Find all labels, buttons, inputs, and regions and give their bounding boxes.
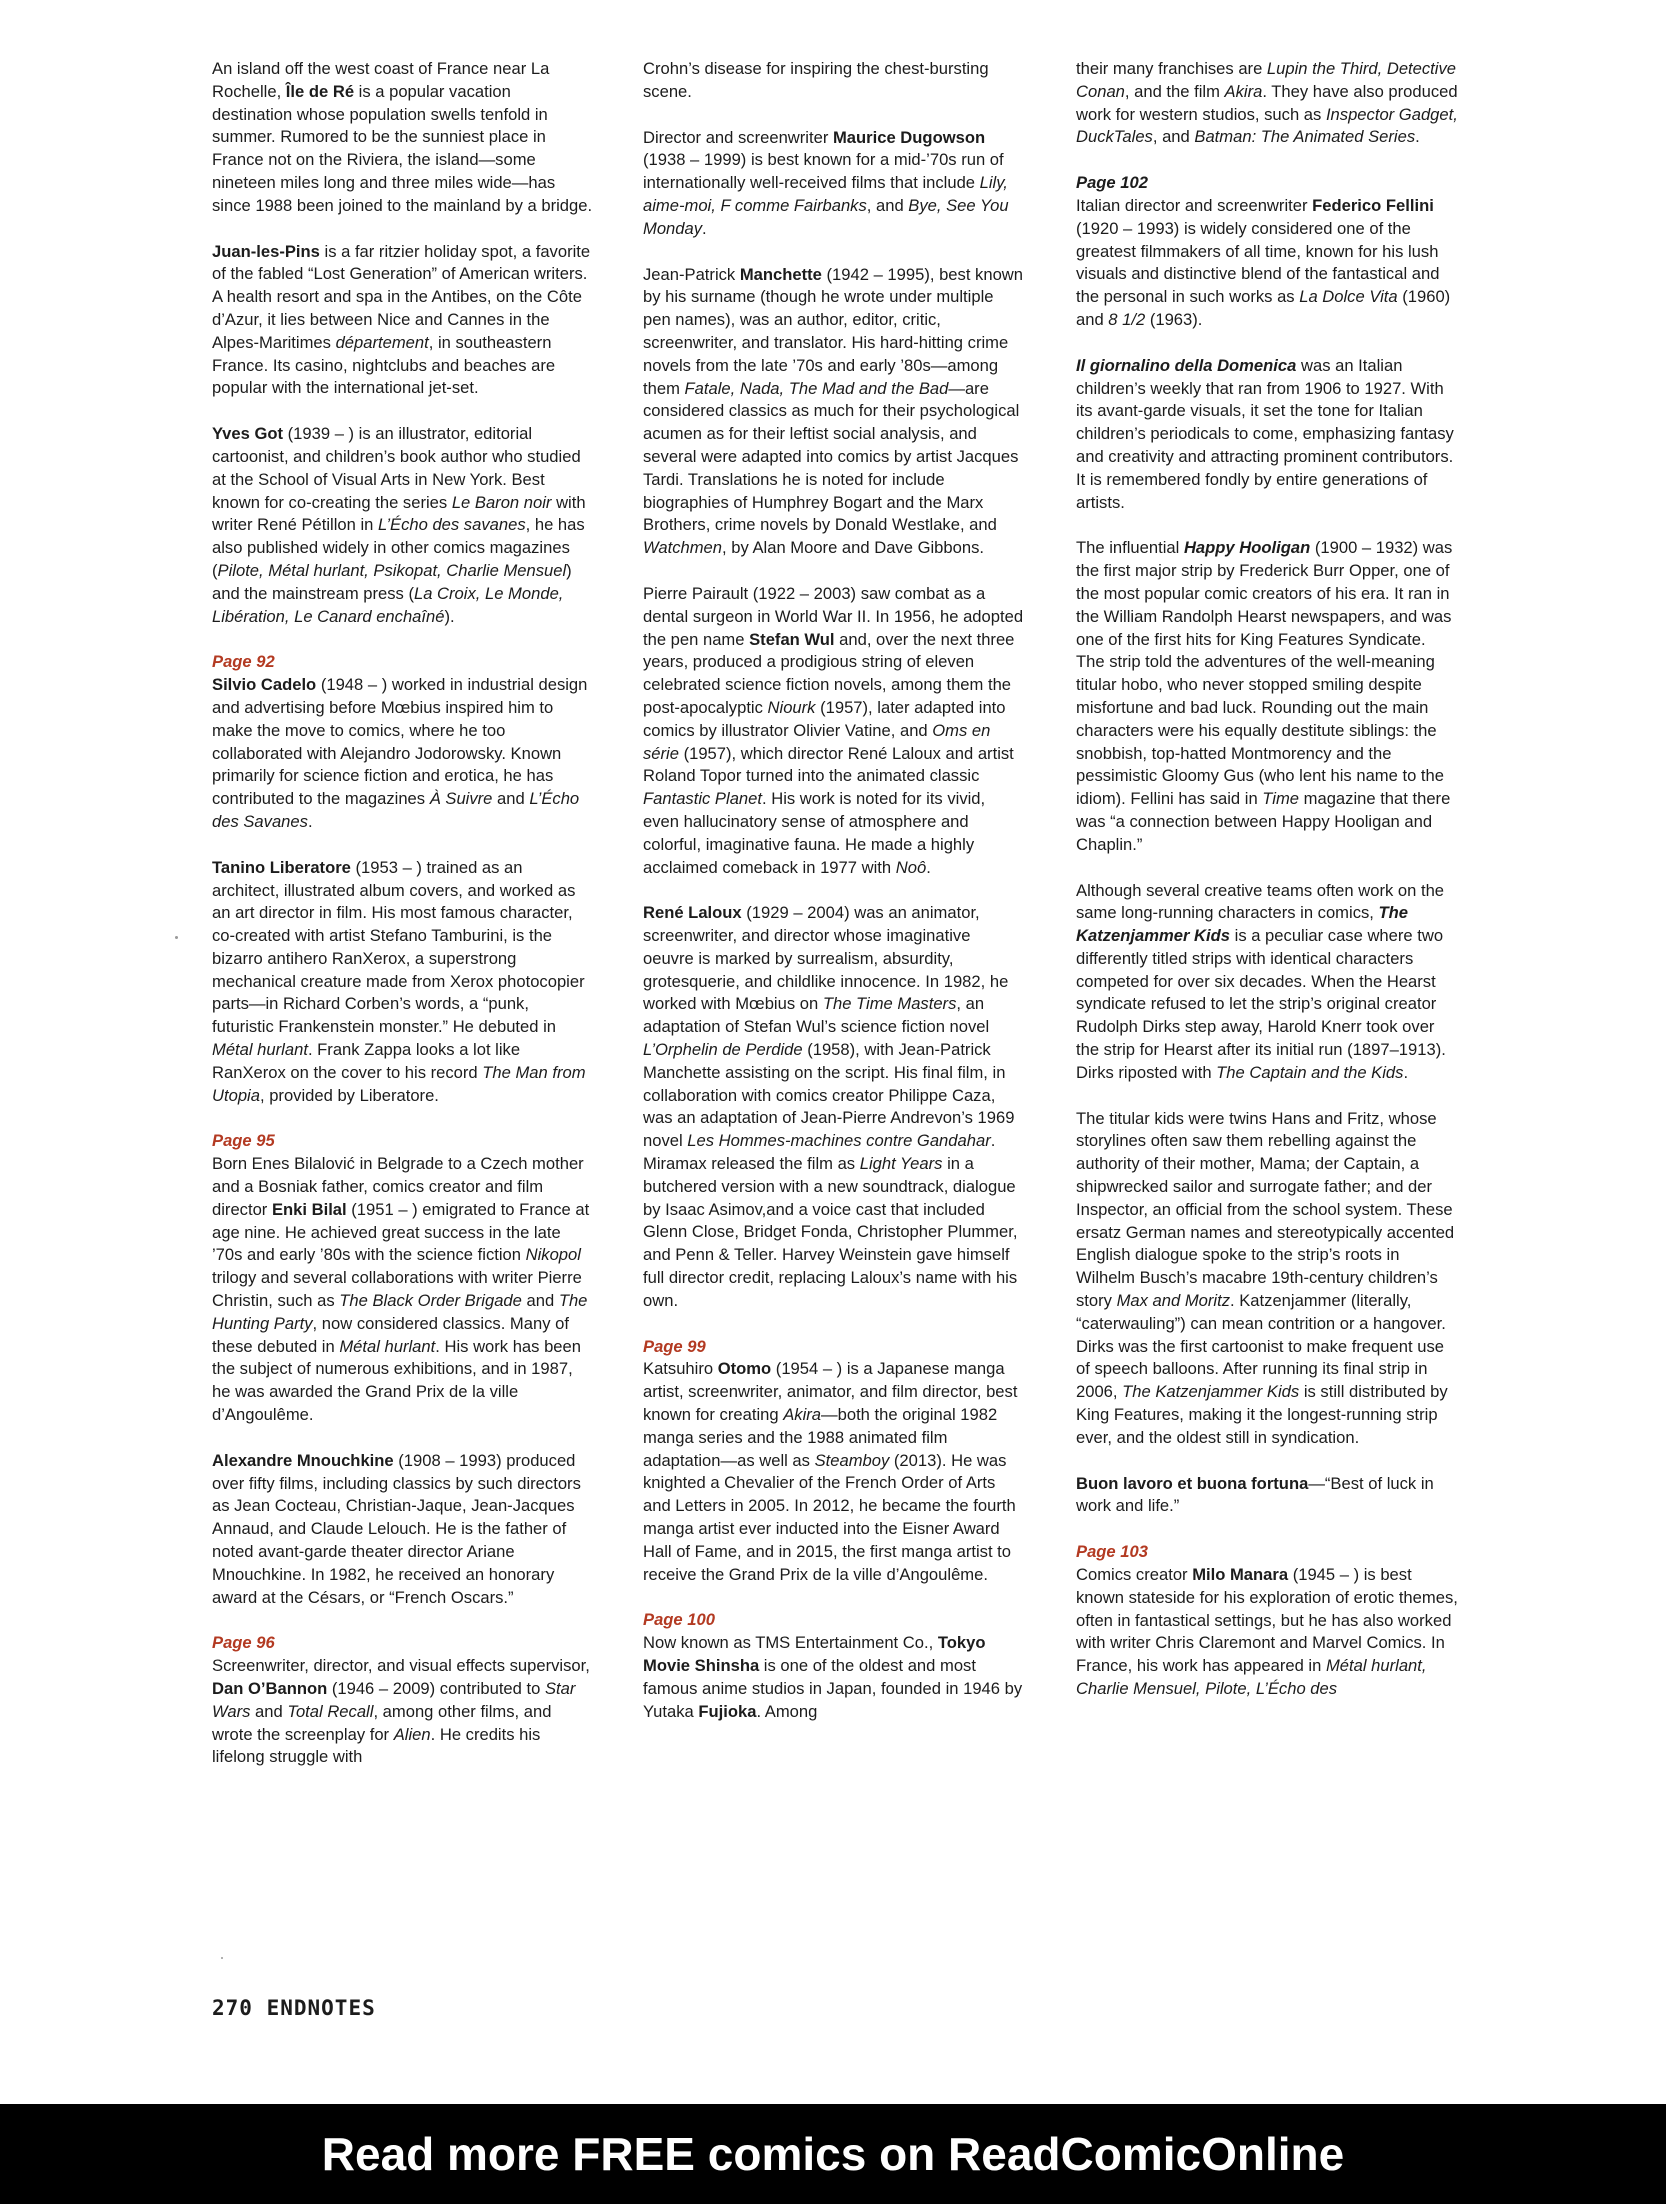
text-run: (1938 – 1999) is best known for a mid-’70s run of internationally well-received films that include [643, 150, 1004, 193]
text-run: Now known as TMS Entertainment Co., [643, 1633, 938, 1653]
text-run: Katsuhiro [643, 1359, 718, 1379]
text-run: (1957), which director René Laloux and artist Roland Topor turned into the animated classic [643, 743, 1014, 786]
text-run: their many franchises are [1076, 59, 1267, 78]
text-run: trilogy and several collaborations with writer Pierre Christin, such as [212, 1268, 582, 1311]
italic-title: Watchmen [643, 538, 723, 558]
page-reference-heading: Page 103 [1076, 1542, 1148, 1562]
text-run: . Katzenjammer (literally, “caterwauling”) can mean contrition or a hangover. Dirks was the first cartoonist to make frequent use of speech balloons. After running its final strip in 2006, [1076, 1291, 1446, 1402]
text-run: (1953 – ) trained as an architect, illustrated album covers, and worked as an art director in film. His most famous character, co-created with artist Stefano Tamburini, is the bizarro antihero RanXerox, a superstrong mechanical creature made from Xerox photocopier parts—in Richard Corben’s words, a “punk, futuristic Frankenstein monster.” He debuted in [212, 857, 585, 1037]
endnote-paragraph [212, 241, 594, 401]
text-run: —are considered classics as much for their psychological acumen as for their leftist social analysis, and several were adapted into comics by artist Jacques Tardi. Translations he is noted for include biographies of Humphrey Bogart and the Marx Brothers, crime novels by Donald Westlake, and [643, 378, 1020, 535]
text-run: (1908 – 1993) produced over fifty films, including classics by such directors as Jean Cocteau, Christian-Jaque, Jean-Jacques Annaud, and Claude Lelouch. He is the father of noted avant-garde theater director Ariane Mnouchkine. In 1982, he received an honorary award at the Césars, or “French Oscars.” [212, 1450, 581, 1607]
italic-title: Le Baron noir [451, 492, 552, 512]
italic-title: Fantastic Planet [643, 789, 762, 809]
text-run: , and [1152, 127, 1195, 147]
bold-term: Manchette [739, 264, 822, 284]
text-run: . [307, 811, 313, 831]
text-run: (1945 – ) is best known stateside for his exploration of erotic themes, often in fantastical settings, but he has also worked with writer Chris Claremont and Marvel Comics. In France, his work has appeared in [1076, 1565, 1458, 1676]
italic-title: The Man from Utopia [212, 1062, 586, 1105]
italic-title: Inspector Gadget, DuckTales [1076, 104, 1458, 147]
italic-title: Métal hurlant [339, 1336, 436, 1356]
endnote-paragraph [212, 1655, 594, 1769]
bold-term: Île de Ré [285, 81, 355, 101]
bold-term: Tokyo Movie Shinsha [643, 1633, 986, 1675]
italic-title: Lily, aime-moi, F comme Fairbanks [643, 173, 1008, 215]
endnote-paragraph [212, 1153, 594, 1427]
endnote-paragraph [1076, 537, 1458, 856]
text-run: (1948 – ) worked in industrial design and advertising before Mœbius inspired him to make the move to comics, where he too collaborated with Alejandro Jodorowsky. Known primarily for science fiction and erotica, he has contributed to the magazines [212, 675, 588, 809]
text-run: , provided by Liberatore. [259, 1085, 439, 1105]
italic-title: The Black Order Brigade [339, 1291, 522, 1311]
column-3 [1076, 58, 1458, 1724]
italic-title: The Hunting Party [212, 1291, 588, 1333]
italic-title: Light Years [859, 1154, 943, 1174]
endnote-paragraph [212, 423, 594, 628]
text-run: (1939 – ) is an illustrator, editorial cartoonist, and children’s book author who studied at the School of Visual Arts in New York. Best known for co-creating the series [212, 424, 581, 512]
page-reference-heading: Page 92 [212, 652, 275, 672]
text-run: (1942 – 1995), best known by his surname (though he wrote under multiple pen names), was an author, editor, critic, screenwriter, and translator. His hard-hitting crime novels from the late ’70s and early ’80s—among them [643, 264, 1024, 398]
text-run: , and the film [1124, 81, 1225, 101]
text-run: is a peculiar case where two differently titled strips with identical characters competed for over six decades. When the Hearst syndicate refused to let the strip’s original creator Rudolph Dirks step away, Harold Knerr took over the strip for Hearst after its initial run (1897–1913). Dirks riposted with [1076, 926, 1446, 1082]
text-run: . Frank Zappa looks a lot like RanXerox on the cover to his record [212, 1040, 521, 1082]
bold-term: Federico Fellini [1312, 195, 1434, 215]
text-run: and [250, 1701, 288, 1721]
promo-banner[interactable] [0, 2104, 1666, 2204]
endnote-paragraph [212, 674, 594, 834]
text-run: and [492, 789, 530, 809]
text-run: (1946 – 2009) contributed to [327, 1679, 545, 1698]
bold-term: Enki Bilal [271, 1199, 347, 1219]
bold-italic-title: Il giornalino della Domenica [1076, 355, 1297, 375]
italic-title: Les Hommes-machines contre Gandahar [687, 1131, 991, 1151]
bold-term: Stefan Wul [749, 629, 835, 649]
text-run: is a far ritzier holiday spot, a favorite of the fabled “Lost Generation” of American writers. A health resort and spa in the Antibes, on the Côte d’Azur, it lies between Nice and Cannes in the Alpes-Maritimes [212, 241, 591, 352]
italic-title: La Croix, Le Monde, Libération, Le Canard enchaîné [212, 583, 564, 626]
italic-title: Akira [783, 1405, 822, 1425]
text-run: (1920 – 1993) is widely considered one of the greatest filmmakers of all time, known for his lush visuals and distinctive blend of the fantastical and the personal in such works as [1076, 218, 1440, 307]
text-run: , an adaptation of Stefan Wul’s science fiction novel [643, 994, 990, 1037]
text-run: An island off the west coast of France near La Rochelle, [212, 59, 550, 101]
endnote-paragraph [1076, 355, 1458, 515]
text-run: Although several creative teams often work on the same long-running characters in comics, [1076, 880, 1445, 923]
endnote-paragraph [643, 58, 1025, 104]
text-run: Pierre Pairault (1922 – 2003) saw combat as a dental surgeon in World War II. In 1956, he adopted the pen name [643, 583, 1024, 649]
bold-term: Alexandre Mnouchkine [212, 1450, 394, 1470]
column-1 [212, 58, 594, 1792]
scan-speck [175, 936, 178, 939]
italic-title: Max and Moritz [1116, 1291, 1231, 1311]
italic-title: Akira [1224, 81, 1263, 101]
page-number: 270 [212, 1996, 253, 2020]
page-footer [212, 1996, 376, 2020]
text-run: Born Enes Bilalović in Belgrade to a Czech mother and a Bosniak father, comics creator and film director [212, 1154, 584, 1219]
text-run: . Miramax released the film as [643, 1131, 996, 1174]
endnote-paragraph [643, 1632, 1025, 1723]
text-run: is one of the oldest and most famous anime studios in Japan, founded in 1946 by Yutaka [643, 1656, 1023, 1721]
text-run: , among other films, and wrote the screenplay for [212, 1701, 552, 1744]
text-run: , and [866, 195, 909, 215]
text-run: , by Alan Moore and Dave Gibbons. [722, 538, 984, 558]
italic-title: À Suivre [429, 789, 493, 809]
text-run: The titular kids were twins Hans and Fritz, whose storylines often saw them rebelling against the authority of their mother, Mama; der Captain, a shipwrecked sailor and surrogate father; and der Inspector, an official from the school system. These ersatz German names and stereotypically accented English dialogue spoke to the strip’s roots in Wilhelm Busch’s macabre 19th-century children’s story [1076, 1108, 1455, 1311]
text-run: . His work is noted for its vivid, even hallucinatory sense of atmosphere and colorful, imaginative fauna. He made a highly acclaimed comeback in 1977 with [643, 789, 986, 877]
text-run: Screenwriter, director, and visual effects supervisor, [212, 1656, 590, 1676]
italic-title: The Captain and the Kids [1216, 1062, 1404, 1082]
text-run: (1951 – ) emigrated to France at age nine. He achieved great success in the late ’70s and early ’80s with the science fiction [212, 1199, 590, 1265]
italic-title: Oms en série [643, 720, 991, 763]
text-run: and [521, 1291, 559, 1311]
promo-banner-text[interactable]: Read more FREE comics on ReadComicOnline [321, 2128, 1345, 2180]
text-run: (1960) and [1076, 287, 1451, 329]
text-run: ) and the mainstream press ( [212, 560, 572, 603]
italic-title: La Dolce Vita [1299, 287, 1398, 307]
bold-italic-title: The Katzenjammer Kids [1076, 903, 1409, 946]
bold-term: Milo Manara [1192, 1565, 1289, 1585]
text-run: —“Best of luck in work and life.” [1076, 1473, 1434, 1516]
bold-term: René Laloux [643, 903, 742, 923]
text-run: ). [444, 606, 455, 626]
bold-term: Maurice Dugowson [832, 127, 986, 147]
text-run: , he has also published widely in other comics magazines ( [212, 515, 585, 580]
text-run: . [926, 857, 931, 877]
italic-title: Pilote, Métal hurlant, Psikopat, Charlie Mensuel [217, 560, 567, 580]
text-run: magazine that there was “a connection between Happy Hooligan and Chaplin.” [1076, 789, 1451, 854]
text-run: (1957), later adapted into comics by illustrator Olivier Vatine, and [643, 697, 1006, 740]
bold-term: Yves Got [212, 424, 284, 444]
italic-title: Time [1262, 789, 1300, 809]
endnote-paragraph [1076, 58, 1458, 149]
text-run: in a butchered version with a new soundtrack, dialogue by Isaac Asimov,and a voice cast that included Glenn Close, Bridget Fonda, Christopher Plummer, and Penn & Teller. Harvey Weinstein gave himself full director credit, replacing Laloux’s name with his own. [643, 1154, 1018, 1310]
bold-term: Fujioka [698, 1701, 757, 1721]
italic-title: L’Écho des savanes [378, 515, 526, 535]
text-run: , in southeastern France. Its casino, nightclubs and beaches are popular with the international jet-set. [212, 332, 556, 398]
endnote-paragraph [212, 1450, 594, 1610]
italic-title: Noô [895, 857, 927, 877]
italic-title: 8 1/2 [1108, 309, 1146, 329]
bold-term: Dan O’Bannon [212, 1679, 328, 1698]
italic-title: Total Recall [287, 1701, 374, 1721]
text-run: (1900 – 1932) was the first major strip by Frederick Burr Opper, one of the most popular comic creators of his era. It ran in the William Randolph Hearst newspapers, and was one of the first hits for King Features Syndicate. The strip told the adventures of the well-meaning titular hobo, who never stopped smiling despite misfortune and bad luck. Rounding out the main characters were his equally destitute siblings: the snobbish, top-hatted Montmorency and the pessimistic Gloomy Gus (who lent his name to the idiom). Fellini has said in [1076, 538, 1453, 809]
italic-title: Fatale, Nada, The Mad and the Bad [684, 378, 949, 398]
italic-title: Niourk [767, 697, 816, 717]
text-run: . He credits his lifelong struggle with [212, 1724, 541, 1767]
text-run: Jean-Patrick [643, 264, 740, 284]
text-run: and, over the next three years, produced a prodigious string of eleven celebrated science fiction novels, among them the post-apocalyptic [643, 629, 1015, 717]
text-run: . [1415, 127, 1420, 147]
text-run: . His work has been the subject of numerous exhibitions, and in 1987, he was awarded the Grand Prix de la ville d’Angoulême. [212, 1336, 581, 1425]
page-reference-heading: Page 100 [643, 1610, 715, 1630]
italic-title: Lupin the Third, Detective Conan [1076, 59, 1457, 101]
endnote-paragraph [1076, 1564, 1458, 1701]
page-reference-heading: Page 99 [643, 1336, 706, 1356]
page-reference-heading: Page 102 [1076, 173, 1148, 193]
endnote-paragraph [643, 127, 1025, 241]
endnote-paragraph [643, 264, 1025, 560]
text-run: Crohn’s disease for inspiring the chest-bursting scene. [643, 59, 989, 101]
text-run: . Among [756, 1701, 818, 1721]
bold-italic-title: Happy Hooligan [1183, 538, 1311, 558]
text-run: is a popular vacation destination whose population swells tenfold in summer. Rumored to be the sunniest place in France not on the Riviera, the island—some nineteen miles long and three miles wide—has since 1988 been joined to the mainland by a bridge. [212, 81, 593, 215]
text-run: with writer René Pétillon in [212, 492, 586, 535]
italic-title: Bye, See You Monday [643, 195, 1009, 238]
text-run: (1958), with Jean-Patrick Manchette assisting on the script. His final film, in collaboration with comics creator Philippe Caza, was an adaptation of Jean-Pierre Andrevon’s 1969 novel [643, 1040, 1015, 1151]
italic-title: L’Orphelin de Perdide [643, 1040, 803, 1060]
endnote-paragraph [1076, 1473, 1458, 1519]
text-run: . [1403, 1062, 1409, 1082]
text-run: (1963). [1145, 309, 1203, 329]
endnote-paragraph [1076, 880, 1458, 1085]
endnote-paragraph [643, 1358, 1025, 1586]
text-run: , now considered classics. Many of these debuted in [212, 1313, 569, 1356]
endnote-paragraph [1076, 195, 1458, 332]
text-run: Italian director and screenwriter [1076, 195, 1313, 215]
bold-term: Juan-les-Pins [212, 241, 320, 261]
italic-title: Métal hurlant [212, 1040, 308, 1060]
text-run: was an Italian children’s weekly that ran from 1906 to 1927. With its avant-garde visuals, it set the tone for Italian children’s periodicals to come, emphasizing fantasy and creativity and attracting prominent contributors. It is remembered fondly by entire generations of artists. [1076, 355, 1454, 512]
italic-title: L’Écho des Savanes [212, 789, 580, 831]
italic-title: Alien [393, 1724, 431, 1744]
text-run: The influential [1076, 538, 1184, 558]
endnote-paragraph [1076, 1108, 1458, 1450]
page-reference-heading: Page 95 [212, 1131, 275, 1151]
bold-term: Otomo [717, 1359, 772, 1379]
text-run: (1929 – 2004) was an animator, screenwriter, and director whose imaginative oeuvre is marked by surrealism, absurdity, grotesquerie, and childlike innocence. In 1982, he worked with Mœbius on [643, 903, 1009, 1014]
bold-term: Silvio Cadelo [212, 675, 317, 695]
text-run: . They have also produced work for western studios, such as [1076, 81, 1458, 124]
endnote-paragraph [643, 583, 1025, 879]
italic-title: Steamboy [814, 1450, 890, 1470]
italic-title: Nikopol [525, 1245, 581, 1265]
endnote-paragraph [212, 58, 594, 218]
text-run: —both the original 1982 manga series and the 1988 animated film adaptation—as well as [643, 1405, 998, 1470]
text-run: . [702, 218, 707, 238]
italic-title: Métal hurlant, Charlie Mensuel, Pilote, L’Écho des [1076, 1656, 1427, 1698]
bold-term: Tanino Liberatore [212, 857, 351, 877]
section-title: ENDNOTES [266, 1996, 376, 2020]
italic-title: Star Wars [212, 1679, 576, 1721]
endnote-paragraph [212, 857, 594, 1108]
italic-title: département [335, 332, 429, 352]
endnote-paragraph [643, 902, 1025, 1312]
text-run: (2013). He was knighted a Chevalier of the French Order of Arts and Letters in 2005. In 2012, he became the fourth manga artist ever inducted into the Eisner Award Hall of Fame, and in 2015, the first manga artist to receive the Grand Prix de la ville d’Angoulême. [643, 1450, 1016, 1584]
scan-speck [221, 1957, 223, 1959]
text-run: Comics creator [1076, 1565, 1193, 1585]
italic-title: The Katzenjammer Kids [1122, 1382, 1300, 1402]
bold-term: Buon lavoro et buona fortuna [1076, 1473, 1309, 1493]
text-run: (1954 – ) is a Japanese manga artist, screenwriter, animator, and film director, best known for creating [643, 1359, 1018, 1425]
column-2 [643, 58, 1025, 1746]
page-reference-heading: Page 96 [212, 1633, 275, 1653]
italic-title: Batman: The Animated Series [1194, 127, 1416, 147]
italic-title: The Time Masters [822, 994, 957, 1014]
text-run: Director and screenwriter [643, 127, 833, 147]
text-run: is still distributed by King Features, making it the longest-running strip ever, and the oldest still in syndication. [1076, 1382, 1448, 1447]
